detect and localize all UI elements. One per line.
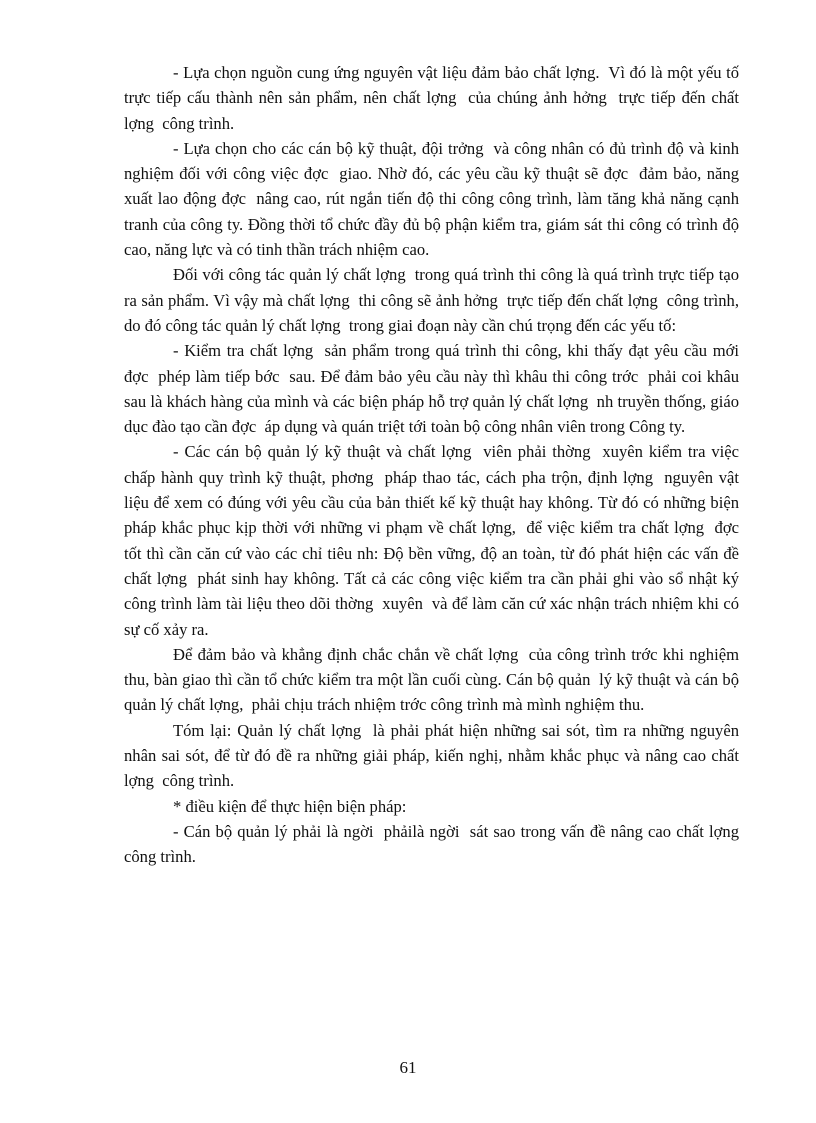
paragraph-material-supply: - Lựa chọn nguồn cung ứng nguyên vật liệu đảm bảo chất lợng. Vì đó là một yếu tố trực tiếp cấu thành nên sản phẩm, nên chất lợng của chúng ảnh hởng trực tiếp đến chất lợng công trình. <box>124 63 744 133</box>
paragraph-final-inspection: Để đảm bảo và khẳng định chắc chắn về chất lợng của công trình trớc khi nghiệm thu, bàn giao thì cần tổ chức kiểm tra một lần cuối cùng. Cán bộ quản lý kỹ thuật và cán bộ quản lý chất lợng, phải chịu trách nhiệm trớc công trình mà mình nghiệm thu. <box>124 644 744 715</box>
page-number: 61 <box>399 1058 417 1077</box>
paragraph-summary: Tóm lại: Quản lý chất lợng là phải phát hiện những sai sót, tìm ra những nguyên nhân sai sót, để từ đó đề ra những giải pháp, kiến nghị, nhằm khắc phục và nâng cao chất lợng công trình. <box>124 720 744 791</box>
paragraph-manager-condition: - Cán bộ quản lý phải là ngời phảilà ngời sát sao trong vấn đề nâng cao chất lợng công trình. <box>124 821 748 867</box>
paragraph-conditions-heading: * điều kiện để thực hiện biện pháp: <box>173 796 407 816</box>
document-page <box>124 60 748 870</box>
paragraph-staff-selection: - Lựa chọn cho các cán bộ kỹ thuật, đội trởng và công nhân có đủ trình độ và kinh nghiệm đối với công việc đợc giao. Nhờ đó, các yêu cầu kỹ thuật sẽ đợc đảm bảo, năng xuất lao động đợc nâng cao, rút ngắn tiến độ thi công công trình, làm tăng khả năng cạnh tranh của công ty. Đồng thời tổ chức đầy đủ bộ phận kiểm tra, giám sát thi công có trình độ cao, năng lực và có tinh thần trách nhiệm cao. <box>124 138 744 260</box>
paragraph-construction-quality: Đối với công tác quản lý chất lợng trong quá trình thi công là quá trình trực tiếp tạo ra sản phẩm. Vì vậy mà chất lợng thi công sẽ ảnh hởng trực tiếp đến chất lợng công trình, do đó công tác quản lý chất lợng trong giai đoạn này cần chú trọng đến các yếu tố: <box>124 265 744 335</box>
paragraph-product-inspection: - Kiểm tra chất lợng sản phẩm trong quá trình thi công, khi thấy đạt yêu cầu mới đợc phép làm tiếp bớc sau. Để đảm bảo yêu cầu này thì khâu thi công trớc phải coi khâu sau là khách hàng của mình và các biện pháp hỗ trợ quản lý chất lợng nh truyền thống, giáo dục đào tạo cần đợc áp dụng và quán triệt tới toàn bộ công nhân viên trong Công ty. <box>124 341 744 437</box>
paragraph-technical-supervision: - Các cán bộ quản lý kỹ thuật và chất lợng viên phải thờng xuyên kiểm tra việc chấp hành quy trình kỹ thuật, phơng pháp thao tác, cách pha trộn, định lợng nguyên vật liệu để xem có đúng với yêu cầu của bản thiết kế kỹ thuật hay không. Từ đó có những biện pháp khắc phục kịp thời với những vi phạm về chất lợng, để việc kiểm tra chất lợng đợc tốt thì cần căn cứ vào các chỉ tiêu nh: Độ bền vững, độ an toàn, từ đó phát hiện các vấn đề chất lợng phát sinh hay không. Tất cả các công việc kiểm tra cần phải ghi vào sổ nhật ký công trình làm tài liệu theo dõi thờng xuyên và để làm căn cứ xác nhận trách nhiệm khi có sự cố xảy ra. <box>124 442 748 639</box>
